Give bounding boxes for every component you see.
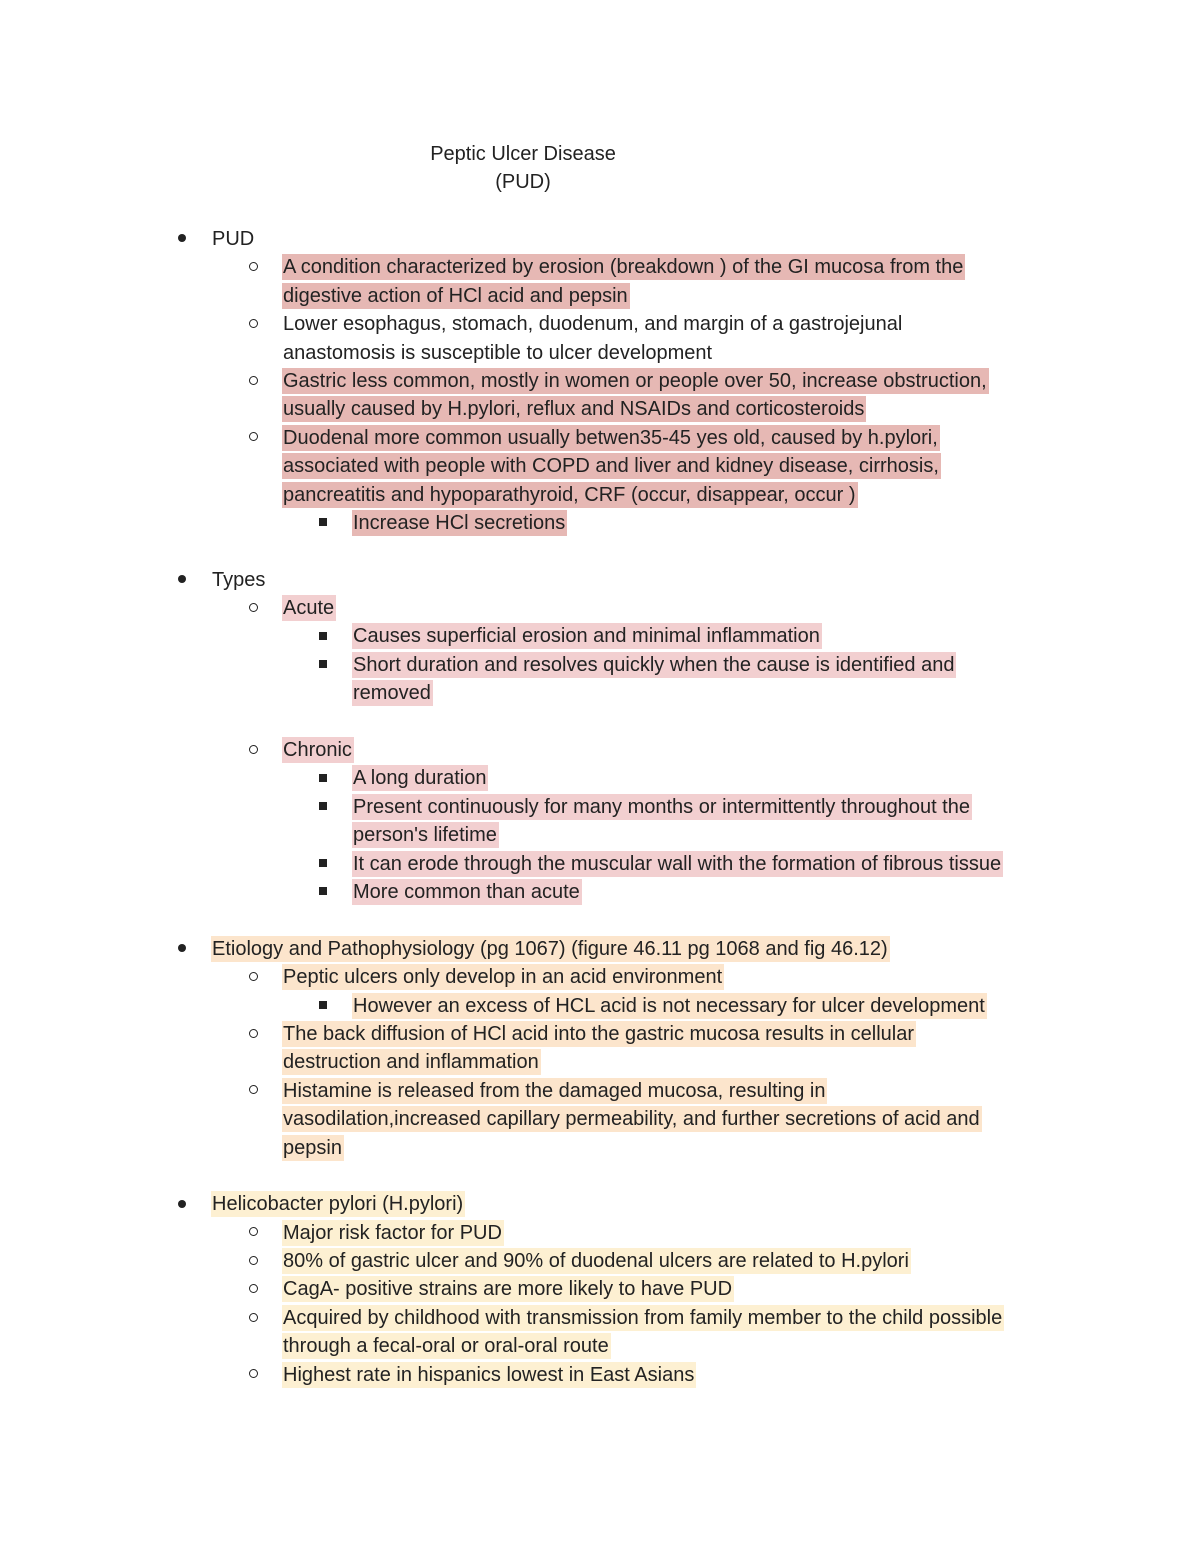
bullet-disc-icon (172, 935, 192, 963)
bullet-square-icon (313, 878, 333, 906)
list-item-continuation (0, 282, 1200, 310)
list-item-continuation (0, 339, 1200, 367)
list-item-text: vasodilation,increased capillary permeability, and further secretions of acid and (283, 1108, 980, 1131)
bullet-square-icon (313, 509, 333, 537)
subheading-chronic: Chronic (283, 739, 352, 762)
title-line-1: Peptic Ulcer Disease (430, 143, 616, 165)
list-item-text: Short duration and resolves quickly when the cause is identified and (353, 653, 955, 676)
list-item (0, 1190, 1200, 1218)
list-item-text: Peptic ulcers only develop in an acid environment (283, 966, 723, 989)
list-item-text: CagA- positive strains are more likely to have PUD (283, 1278, 733, 1301)
list-item-continuation (0, 1134, 1200, 1162)
document-body (0, 225, 1200, 1389)
list-item-text: digestive action of HCl acid and pepsin (283, 284, 628, 307)
bullet-square-icon (313, 651, 333, 679)
list-item (0, 1077, 1200, 1105)
list-item (0, 594, 1200, 622)
list-item-text: associated with people with COPD and liver and kidney disease, cirrhosis, (283, 455, 939, 478)
list-item-continuation (0, 395, 1200, 423)
list-item-continuation (0, 679, 1200, 707)
list-item (0, 566, 1200, 594)
list-item (0, 1275, 1200, 1303)
list-item (0, 793, 1200, 821)
list-item (0, 1020, 1200, 1048)
bullet-circle-icon (243, 1361, 263, 1389)
list-item (0, 1247, 1200, 1275)
list-item-text: removed (353, 682, 431, 705)
bullet-square-icon (313, 793, 333, 821)
bullet-square-icon (313, 764, 333, 792)
list-item (0, 225, 1200, 253)
bullet-circle-icon (243, 253, 263, 281)
subheading-acute: Acute (283, 597, 335, 620)
list-item (0, 1304, 1200, 1332)
bullet-circle-icon (243, 1020, 263, 1048)
list-item-text: 80% of gastric ulcer and 90% of duodenal ulcers are related to H.pylori (283, 1250, 909, 1273)
list-item (0, 764, 1200, 792)
list-item (0, 253, 1200, 281)
bullet-circle-icon (243, 1304, 263, 1332)
list-item-text: More common than acute (353, 880, 580, 903)
list-item-continuation (0, 1105, 1200, 1133)
list-item-text: Highest rate in hispanics lowest in East Asians (283, 1363, 695, 1386)
list-item (0, 509, 1200, 537)
bullet-square-icon (313, 622, 333, 650)
list-item-text: pepsin (283, 1136, 342, 1159)
bullet-disc-icon (172, 566, 192, 594)
bullet-circle-icon (243, 1247, 263, 1275)
list-item (0, 935, 1200, 963)
section-heading-etiology: Etiology and Pathophysiology (pg 1067) (figure 46.11 pg 1068 and fig 46.12) (212, 937, 888, 960)
list-item-text: It can erode through the muscular wall with the formation of fibrous tissue (353, 852, 1002, 875)
list-item-text: destruction and inflammation (283, 1051, 539, 1074)
list-item-text: A long duration (353, 767, 487, 790)
section-heading-pud: PUD (212, 228, 255, 250)
list-item-continuation (0, 481, 1200, 509)
list-item (0, 310, 1200, 338)
bullet-disc-icon (172, 1190, 192, 1218)
list-item-text: Major risk factor for PUD (283, 1221, 502, 1244)
bullet-square-icon (313, 992, 333, 1020)
list-item-continuation (0, 452, 1200, 480)
section-heading-hpylori: Helicobacter pylori (H.pylori) (212, 1193, 464, 1216)
bullet-circle-icon (243, 963, 263, 991)
list-item-text: pancreatitis and hypoparathyroid, CRF (occur, disappear, occur ) (283, 483, 856, 506)
list-item-text: Gastric less common, mostly in women or people over 50, increase obstruction, (283, 369, 987, 392)
bullet-circle-icon (243, 1275, 263, 1303)
list-item (0, 1361, 1200, 1389)
bullet-circle-icon (243, 736, 263, 764)
list-item-text: anastomosis is susceptible to ulcer development (283, 341, 713, 364)
list-item-text: Acquired by childhood with transmission from family member to the child possible (283, 1306, 1003, 1329)
list-item (0, 736, 1200, 764)
list-item (0, 963, 1200, 991)
list-item (0, 1219, 1200, 1247)
list-item-text: A condition characterized by erosion (breakdown ) of the GI mucosa from the (283, 256, 964, 279)
bullet-circle-icon (243, 1077, 263, 1105)
list-item (0, 622, 1200, 650)
list-item-text: However an excess of HCL acid is not necessary for ulcer development (353, 994, 985, 1017)
bullet-circle-icon (243, 1219, 263, 1247)
document-title (323, 140, 723, 196)
list-item (0, 850, 1200, 878)
list-item-text: Duodenal more common usually betwen35-45 yes old, caused by h.pylori, (283, 426, 938, 449)
list-item-text: Present continuously for many months or intermittently throughout the (353, 795, 970, 818)
list-item-continuation (0, 1048, 1200, 1076)
list-item (0, 992, 1200, 1020)
bullet-disc-icon (172, 225, 192, 253)
title-line-2: (PUD) (495, 171, 551, 193)
list-item-text: person's lifetime (353, 824, 497, 847)
bullet-circle-icon (243, 367, 263, 395)
list-item-continuation (0, 1332, 1200, 1360)
list-item-text: The back diffusion of HCl acid into the gastric mucosa results in cellular (283, 1022, 915, 1045)
list-item-text: Causes superficial erosion and minimal inflammation (353, 625, 820, 648)
list-item-text: Increase HCl secretions (353, 511, 566, 534)
list-item (0, 424, 1200, 452)
list-item-text: usually caused by H.pylori, reflux and NSAIDs and corticosteroids (283, 398, 865, 421)
list-item-text: Histamine is released from the damaged mucosa, resulting in (283, 1079, 826, 1102)
section-heading-types: Types (212, 568, 266, 591)
bullet-square-icon (313, 850, 333, 878)
list-item-text: Lower esophagus, stomach, duodenum, and margin of a gastrojejunal (283, 313, 903, 336)
bullet-circle-icon (243, 424, 263, 452)
list-item (0, 878, 1200, 906)
list-item (0, 367, 1200, 395)
list-item-continuation (0, 821, 1200, 849)
bullet-circle-icon (243, 310, 263, 338)
list-item (0, 651, 1200, 679)
list-item-text: through a fecal-oral or oral-oral route (283, 1335, 609, 1358)
bullet-circle-icon (243, 594, 263, 622)
